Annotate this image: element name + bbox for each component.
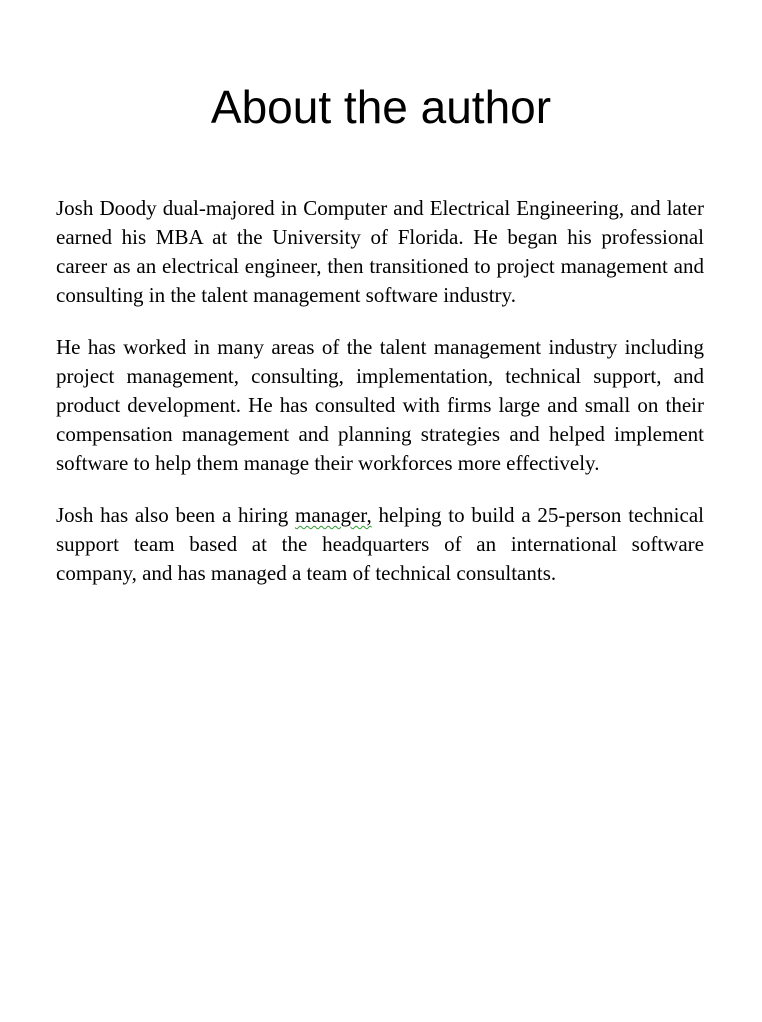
paragraph-hiring-end: helping to build a 25-person technical support team based at the headquarters of an international software company, and has managed a team of technical consultants. [56,503,704,585]
document-body [56,194,704,611]
paragraph-education: Josh Doody dual-majored in Computer and Electrical Engineering, and later earned his MBA at the University of Florida. He began his professional career as an electrical engineer, then transitioned to project management and consulting in the talent management software industry. [56,196,704,307]
page-title: About the author [210,81,552,133]
paragraph-hiring-start: Josh has also been a hiring [56,503,295,527]
paragraph-hiring [56,501,704,588]
spellcheck-flagged-word[interactable]: manager, [295,503,372,527]
paragraph-experience: He has worked in many areas of the talent management industry including project management, consulting, implementation, technical support, and product development. He has consulted with firms large and small on their compensation management and planning strategies and helped implement software to help them manage their workforces more effectively. [56,335,704,475]
